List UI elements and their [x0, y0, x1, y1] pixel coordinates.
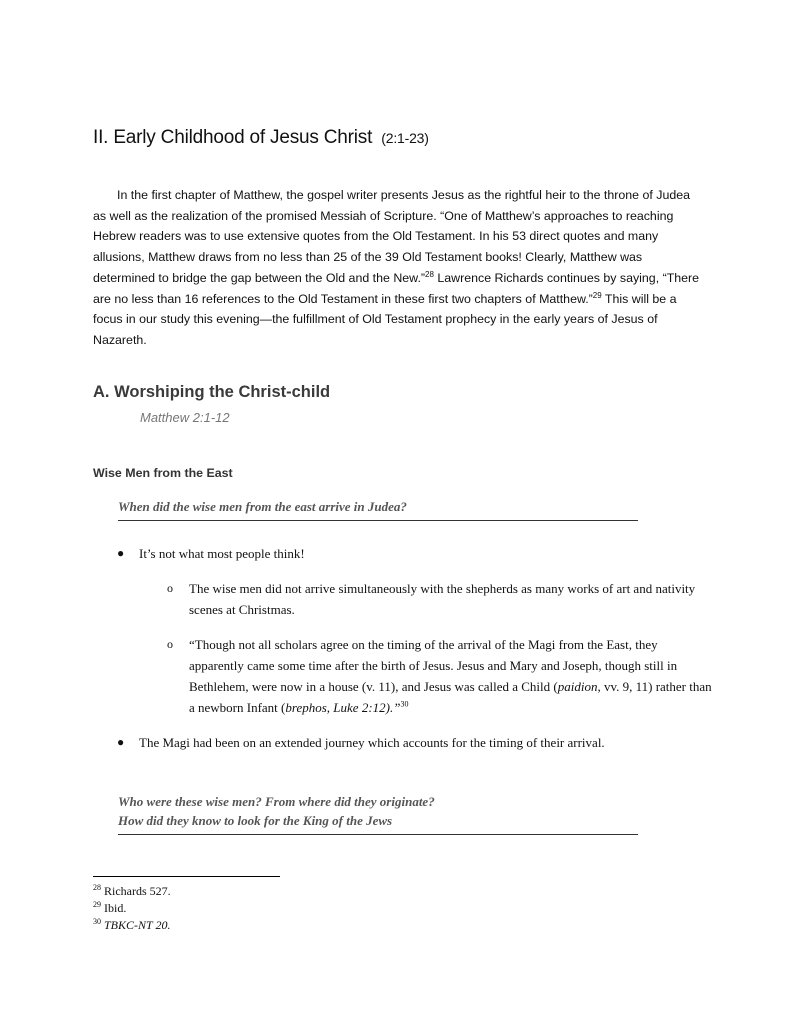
subsection-heading: A. Worshiping the Christ-child	[93, 383, 331, 401]
bullet-icon: ●	[117, 546, 125, 560]
footnote-ref-29[interactable]: 29	[592, 290, 602, 300]
list-item	[115, 732, 715, 753]
sub-list-item	[139, 634, 715, 718]
footnote-text: Ibid.	[104, 901, 127, 915]
scripture-reference: Matthew 2:1-12	[140, 410, 230, 425]
intro-text-3: This will be a focus in our study this evening—the fulfillment of Old Testament prophecy in the early years of Jesus of Nazareth.	[93, 291, 677, 347]
question-text: When did the wise men from the east arrive in Judea?	[118, 499, 407, 514]
heading-title: II. Early Childhood of Jesus Christ	[93, 127, 373, 148]
footnote-number: 30	[93, 917, 101, 926]
section-heading	[93, 127, 429, 149]
intro-text-1: In the first chapter of Matthew, the gospel writer presents Jesus as the rightful heir to the throne of Judea as well as the realization of the promised Messiah of Scripture. “One of Matthew’s approaches to reaching Hebrew readers was to use extensive quotes from the Old Testament. In his 53 direct quotes and many allusions, Matthew draws from no less than 25 of the 39 Old Testament books! Clearly, Matthew was determined to bridge the gap between the Old and the New.”	[93, 188, 691, 285]
quote-italic-1: paidion	[557, 679, 598, 694]
bullet-icon: ●	[117, 735, 125, 749]
intro-paragraph	[93, 185, 705, 351]
footnote-ref-28[interactable]: 28	[425, 269, 434, 279]
footnote	[93, 917, 171, 934]
footnote-ref-30[interactable]: 30	[400, 699, 409, 709]
circle-bullet-icon: o	[167, 581, 173, 595]
question-line-1: Who were these wise men? From where did they originate?	[118, 794, 435, 809]
quote-text-a: “Though not all scholars agree on the timing of the arrival of the Magi from the East, they apparently came some time after the birth of Jesus. Jesus and Mary and Joseph, though still in Bethlehem, were now in a house (v. 11), and Jesus was called a Child (	[189, 637, 678, 694]
footnote-text: TBKC-NT 20.	[104, 918, 171, 932]
list-item	[115, 543, 715, 718]
list-item-text: It’s not what most people think!	[139, 546, 305, 561]
discussion-question	[118, 497, 638, 521]
footnotes	[93, 883, 171, 934]
quote-text-b: , vv. 9, 11) rather than a newborn Infant (	[189, 679, 712, 715]
intro-text-2: Lawrence Richards continues by saying, “There are no less than 16 references to the Old Testament in these first two chapters of Matthew.”	[93, 270, 700, 306]
circle-bullet-icon: o	[167, 637, 173, 651]
topic-heading: Wise Men from the East	[93, 466, 233, 480]
footnote-number: 29	[93, 900, 101, 909]
quote-italic-2: brephos, Luke 2:12).”	[285, 700, 401, 715]
heading-reference: (2:1-23)	[381, 130, 429, 146]
sub-list-item-text: The wise men did not arrive simultaneously with the shepherds as many works of art and nativity scenes at Christmas.	[189, 581, 696, 617]
question-line-2: How did they know to look for the King of the Jews	[118, 813, 393, 828]
list-item-text: The Magi had been on an extended journey which accounts for the timing of their arrival.	[139, 735, 605, 750]
footnote-divider	[93, 876, 280, 877]
footnote	[93, 883, 171, 900]
footnote	[93, 900, 171, 917]
footnote-text: Richards 527.	[104, 884, 171, 898]
discussion-question	[118, 792, 638, 835]
sub-list-item	[139, 578, 715, 620]
bullet-list	[115, 543, 715, 767]
footnote-number: 28	[93, 883, 101, 892]
